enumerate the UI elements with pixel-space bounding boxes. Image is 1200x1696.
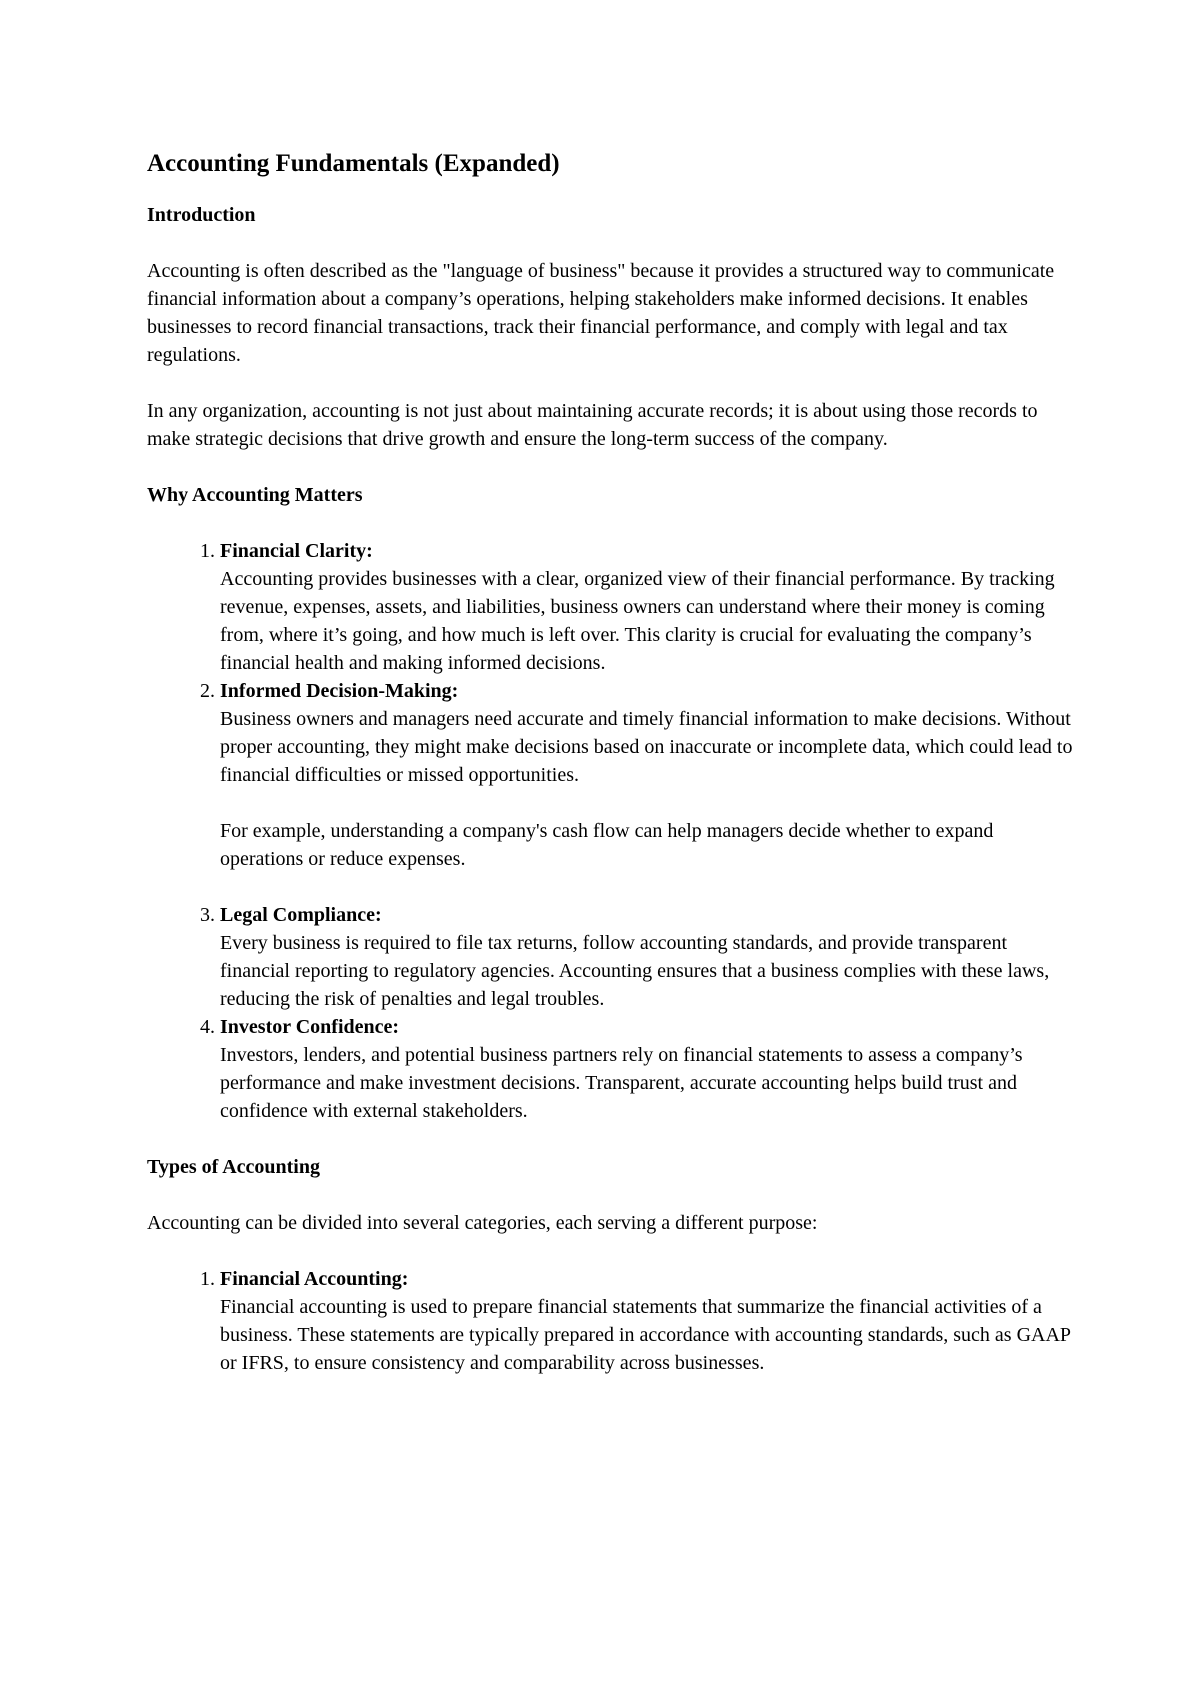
paragraph-gap [220, 873, 1077, 901]
list-item-investor-confidence [220, 1013, 1077, 1125]
types-of-accounting-list [147, 1265, 1077, 1377]
list-item-example: For example, understanding a company's cash flow can help managers decide whether to expand operations or reduce expenses. [220, 820, 994, 870]
list-item-financial-clarity [220, 537, 1077, 677]
why-accounting-heading: Why Accounting Matters [147, 484, 363, 506]
list-item-legal-compliance [220, 901, 1077, 1013]
list-item-financial-accounting [220, 1265, 1077, 1377]
list-item-description: Accounting provides businesses with a clear, organized view of their financial performance. By tracking revenue, expenses, assets, and liabilities, business owners can understand where their money is coming from, where it’s going, and how much is left over. This clarity is crucial for evaluating the company’s financial health and making informed decisions. [220, 568, 1055, 674]
list-item-informed-decision-making [220, 677, 1077, 901]
intro-paragraph-2: In any organization, accounting is not just about maintaining accurate records; it is about using those records to make strategic decisions that drive growth and ensure the long-term success of the company. [147, 400, 1038, 450]
paragraph-gap [220, 789, 1077, 817]
list-item-term: 1. Financial Accounting: [220, 1268, 409, 1290]
introduction-heading: Introduction [147, 204, 256, 226]
list-item-description: Business owners and managers need accurate and timely financial information to make decisions. Without proper accounting, they might make decisions based on inaccurate or incomplete data, which could lead to financial difficulties or missed opportunities. [220, 708, 1073, 786]
list-item-description: Investors, lenders, and potential business partners rely on financial statements to assess a company’s performance and make investment decisions. Transparent, accurate accounting helps build trust and confidence with external stakeholders. [220, 1044, 1023, 1122]
list-item-term: 3. Legal Compliance: [220, 904, 382, 926]
intro-paragraph-1: Accounting is often described as the "language of business" because it provides a structured way to communicate financial information about a company’s operations, helping stakeholders make informed decisions. It enables businesses to record financial transactions, track their financial performance, and comply with legal and tax regulations. [147, 260, 1055, 366]
list-item-description: Financial accounting is used to prepare financial statements that summarize the financial activities of a business. These statements are typically prepared in accordance with accounting standards, such as GAAP or IFRS, to ensure consistency and comparability across businesses. [220, 1296, 1071, 1374]
types-of-accounting-heading: Types of Accounting [147, 1156, 320, 1178]
document-title: Accounting Fundamentals (Expanded) [147, 150, 560, 177]
why-accounting-list [147, 537, 1077, 1125]
document-page [147, 140, 1077, 1405]
list-item-description: Every business is required to file tax returns, follow accounting standards, and provide transparent financial reporting to regulatory agencies. Accounting ensures that a business complies with these laws, reducing the risk of penalties and legal troubles. [220, 932, 1050, 1010]
list-item-term: 2. Informed Decision-Making: [220, 680, 459, 702]
list-item-term: 4. Investor Confidence: [220, 1016, 400, 1038]
types-intro-paragraph: Accounting can be divided into several categories, each serving a different purpose: [147, 1212, 818, 1234]
list-item-term: 1. Financial Clarity: [220, 540, 373, 562]
